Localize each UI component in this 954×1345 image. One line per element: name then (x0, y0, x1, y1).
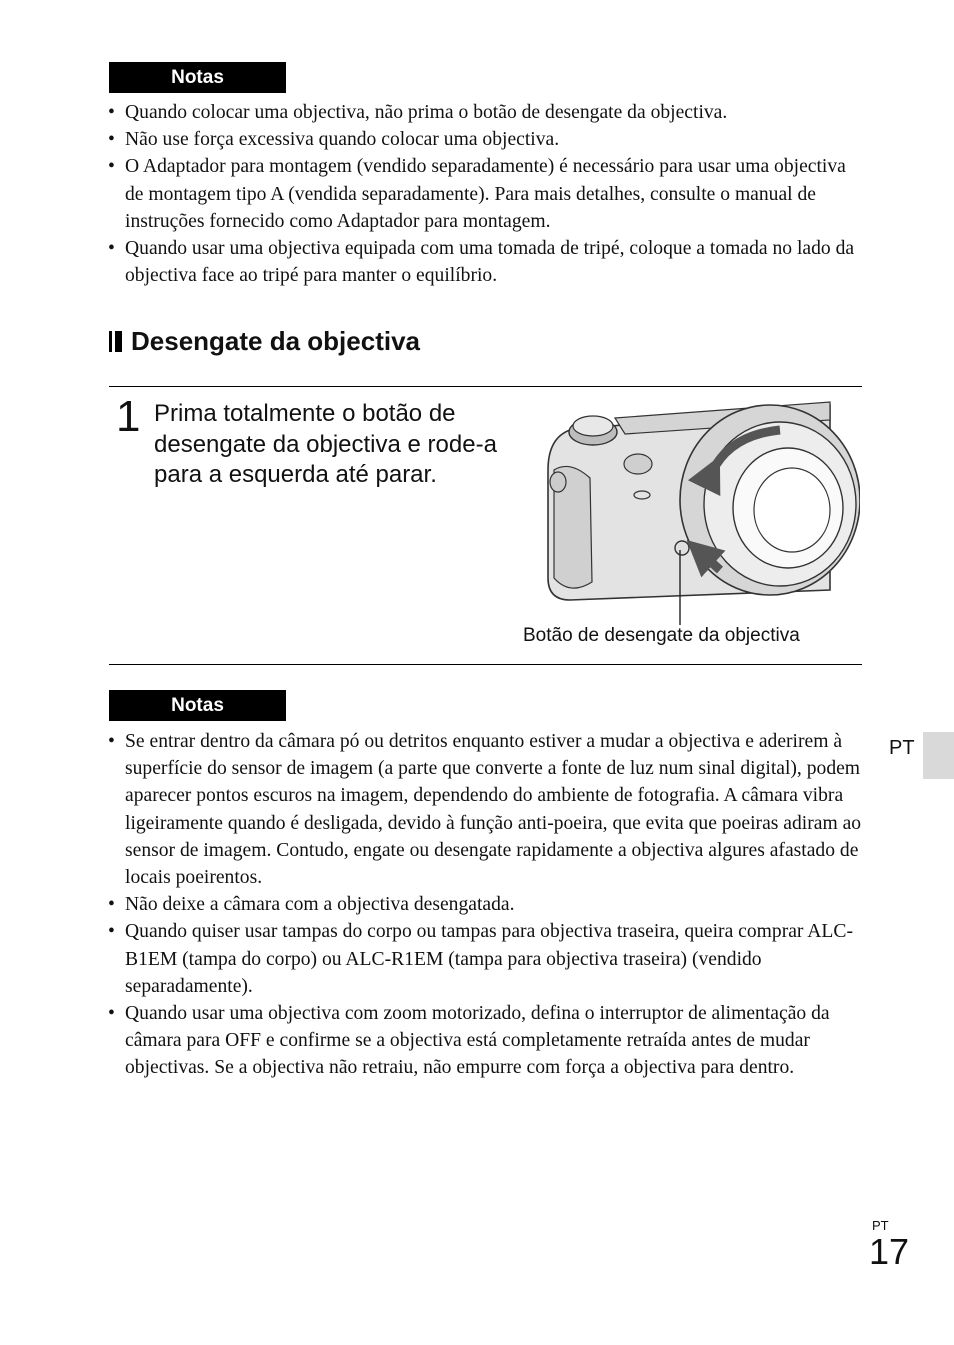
step-instruction: Prima totalmente o botão de desengate da objectiva e rode-a para a esquerda até parar. (154, 400, 497, 488)
list-item: • O Adaptador para montagem (vendido separadamente) é necessário para usar uma objectiva de montagem tipo A (vendida separadamente). Para mais detalhes, consulte o manual de instruções fornecido como Adaptador para montagem. (103, 153, 863, 235)
side-language-tab (923, 732, 954, 779)
page-language: PT (872, 1218, 889, 1233)
list-item: • Se entrar dentro da câmara pó ou detritos enquanto estiver a mudar a objectiva e aderirem à superfície do sensor de imagem (a parte que converte a fonte de luz num sinal digital), podem aparecer pontos escuros na imagem, dependendo do ambiente de fotografia. A câmara vibra ligeiramente quando é desligada, devido à função anti-poeira, que evita que poeiras adiram ao sensor de imagem. Contudo, engate ou desengate rapidamente a objectiva algures afastado de locais poeirentos. (103, 728, 863, 891)
list-item: • Não deixe a câmara com a objectiva desengatada. (103, 891, 863, 918)
list-item: • Quando usar uma objectiva equipada com uma tomada de tripé, coloque a tomada no lado da objectiva face ao tripé para manter o equilíbrio. (103, 235, 863, 289)
side-language-label: PT (889, 737, 915, 759)
list-item: • Não use força excessiva quando colocar uma objectiva. (103, 126, 863, 153)
section-heading (109, 322, 420, 360)
section-title: Desengate da objectiva (131, 326, 420, 356)
divider-bottom (109, 664, 862, 665)
page-number: 17 (869, 1231, 910, 1272)
notes-list-bottom (103, 728, 863, 1082)
notes-list-top (103, 99, 863, 289)
notes-label-bottom: Notas (109, 690, 286, 721)
section-marker-icon (109, 331, 122, 352)
divider-top (109, 386, 862, 387)
notes-label-top: Notas (109, 62, 286, 93)
step-number: 1 (116, 392, 141, 441)
list-item: • Quando colocar uma objectiva, não prima o botão de desengate da objectiva. (103, 99, 863, 126)
list-item: • Quando quiser usar tampas do corpo ou tampas para objectiva traseira, queira comprar ALC-B1EM (tampa do corpo) ou ALC-R1EM (tampa para objectiva traseira) (vendido separadamente). (103, 918, 863, 1000)
list-item: • Quando usar uma objectiva com zoom motorizado, defina o interruptor de alimentação da câmara para OFF e confirme se a objectiva está completamente retraída antes de mudar objectivas. Se a objectiva não retraiu, não empurre com força a objectiva para dentro. (103, 1000, 863, 1082)
camera-lens-release-illustration (530, 400, 860, 630)
illustration-caption: Botão de desengate da objectiva (523, 625, 800, 646)
